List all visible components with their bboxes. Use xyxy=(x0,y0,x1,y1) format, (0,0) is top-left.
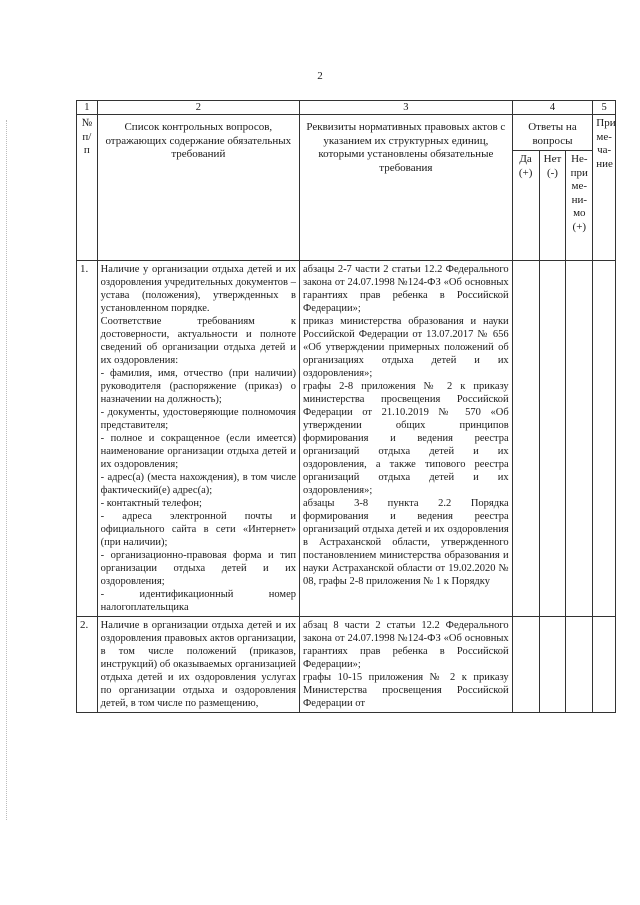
question-text: - фамилия, имя, отчество (при наличии) руководителя (распоряжение (приказ) о назначении на должность); xyxy=(100,368,296,405)
requisite-text: графы 10-15 приложения № 2 к приказу Министерства просвещения Российской Федерации от xyxy=(303,672,509,709)
requisite-text: приказ министерства образования и науки Российской Федерации от 13.07.2017 № 656 «Об утверждении примерных положений об организациях отдыха детей и их оздоровления»; xyxy=(303,316,509,379)
column-number: 2 xyxy=(97,101,299,115)
answer-no-cell[interactable] xyxy=(539,617,566,713)
note-cell[interactable] xyxy=(593,617,616,713)
header-note: При ме-ча-ние xyxy=(593,115,616,261)
header-answers: Ответы на вопросы xyxy=(512,115,593,151)
column-number: 4 xyxy=(512,101,593,115)
row-requisites xyxy=(300,261,513,617)
question-text: - контактный телефон; xyxy=(100,498,202,509)
answer-na-cell[interactable] xyxy=(566,261,593,617)
table-row xyxy=(77,261,616,617)
column-number: 5 xyxy=(593,101,616,115)
question-text: - полное и сокращенное (если имеется) наименование организации отдыха детей и их оздоровления; xyxy=(100,433,296,470)
question-text: - адрес(а) (места нахождения), в том числе фактический(е) адрес(а); xyxy=(100,472,296,496)
requisite-text: абзацы 2-7 части 2 статьи 12.2 Федерального закона от 24.07.1998 №124-ФЗ «Об основных гарантиях прав ребенка в Российской Федерации»; xyxy=(303,264,509,314)
header-na: Не-при ме-ни-мо (+) xyxy=(566,151,593,261)
answer-yes-cell[interactable] xyxy=(512,261,539,617)
question-text: - документы, удостоверяющие полномочия представителя; xyxy=(100,407,296,431)
column-number: 3 xyxy=(300,101,513,115)
page-number: 2 xyxy=(317,70,323,82)
header-questions: Список контрольных вопросов, отражающих содержание обязательных требований xyxy=(97,115,299,261)
header-requisites: Реквизиты нормативных правовых актов с указанием их структурных единиц, которыми установлены обязательные требования xyxy=(300,115,513,261)
row-number: 2. xyxy=(77,617,98,713)
row-requisites xyxy=(300,617,513,713)
header-yes: Да (+) xyxy=(512,151,539,261)
header-row xyxy=(77,115,616,151)
requisite-text: абзацы 3-8 пункта 2.2 Порядка формирования и ведения реестра организаций отдыха детей и их оздоровления в Астраханской области, утвержденного постановлением министерства образования и науки Астраханской области от 19.02.2020 № 08, графы 2-8 приложения № 1 к Порядку xyxy=(303,498,509,587)
header-no: Нет (-) xyxy=(539,151,566,261)
question-text: Наличие в организации отдыха детей и их оздоровления правовых актов организации, в том числе положений (приказов, инструкций) об оказываемых организацией отдыха детей и их оздоровления услугах по организации отдыха и оздоровления детей, в том числе по размещению, xyxy=(100,620,296,709)
row-questions xyxy=(97,261,299,617)
row-questions xyxy=(97,617,299,713)
header-num: № п/п xyxy=(77,115,98,261)
table-row xyxy=(77,617,616,713)
requisite-text: графы 2-8 приложения № 2 к приказу министерства просвещения Российской Федерации от 21.10.2019 № 570 «Об утверждении общих принципов формирования и ведения реестра организаций отдыха детей и их оздоровления, а также типового реестра организаций отдыха детей и их оздоровления»; xyxy=(303,381,509,496)
checklist-table xyxy=(76,100,616,713)
question-text: - организационно-правовая форма и тип организации отдыха детей и их оздоровления; xyxy=(100,550,296,587)
margin-rule xyxy=(6,120,7,820)
answer-no-cell[interactable] xyxy=(539,261,566,617)
question-text: - адреса электронной почты и официального сайта в сети «Интернет» (при наличии); xyxy=(100,511,296,548)
answer-na-cell[interactable] xyxy=(566,617,593,713)
row-number: 1. xyxy=(77,261,98,617)
column-number-row xyxy=(77,101,616,115)
note-cell[interactable] xyxy=(593,261,616,617)
question-text: - идентификационный номер налогоплательщика xyxy=(100,589,296,613)
question-text: Соответствие требованиям к достоверности, актуальности и полноте сведений об организации отдыха детей и их оздоровления: xyxy=(100,316,296,366)
requisite-text: абзац 8 части 2 статьи 12.2 Федерального закона от 24.07.1998 №124-ФЗ «Об основных гарантиях прав ребенка в Российской Федерации»; xyxy=(303,620,509,670)
column-number: 1 xyxy=(77,101,98,115)
answer-yes-cell[interactable] xyxy=(512,617,539,713)
question-text: Наличие у организации отдыха детей и их оздоровления учредительных документов – устава (положения), утвержденных в установленном порядке. xyxy=(100,264,296,314)
